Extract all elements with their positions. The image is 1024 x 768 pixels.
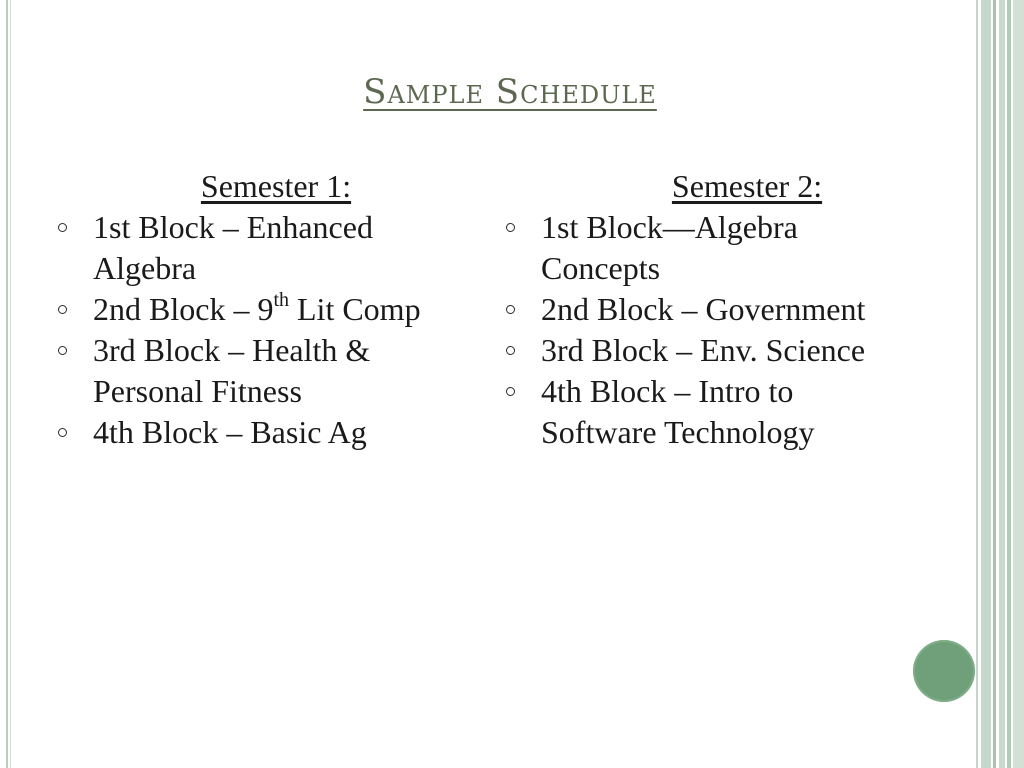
list-item <box>504 330 944 371</box>
right-border-band <box>993 0 996 768</box>
hollow-circle-bullet-icon <box>506 305 515 314</box>
hollow-circle-bullet-icon <box>506 387 515 396</box>
right-border-band <box>1007 0 1011 768</box>
right-border-band <box>981 0 991 768</box>
list-item-text: 2nd Block – Government <box>541 291 866 327</box>
list-item-text-post: Lit Comp <box>289 291 421 327</box>
list-item-text: 3rd Block – Health & Personal Fitness <box>93 332 371 409</box>
list-item <box>56 289 496 330</box>
semester-2-column <box>504 166 944 453</box>
right-border-band <box>999 0 1005 768</box>
hollow-circle-bullet-icon <box>58 346 67 355</box>
hollow-circle-bullet-icon <box>58 223 67 232</box>
list-item-text: 3rd Block – Env. Science <box>541 332 866 368</box>
semester-1-list <box>56 207 496 453</box>
hollow-circle-bullet-icon <box>58 428 67 437</box>
semester-1-heading: Semester 1: <box>200 168 352 204</box>
hollow-circle-bullet-icon <box>506 346 515 355</box>
list-item-text: 1st Block – Enhanced Algebra <box>93 209 373 286</box>
list-item-text: 1st Block—Algebra Concepts <box>541 209 798 286</box>
list-item <box>504 289 944 330</box>
semester-2-heading: Semester 2: <box>671 168 823 204</box>
green-circle-icon <box>913 640 975 702</box>
left-border-line-inner <box>10 0 11 768</box>
list-item-text-pre: 2nd Block – 9 <box>93 291 274 327</box>
list-item <box>56 412 496 453</box>
slide-title: Sample Schedule <box>363 72 657 112</box>
right-border-band <box>976 0 978 768</box>
list-item-text <box>93 291 421 327</box>
right-border-band <box>1013 0 1024 768</box>
list-item-superscript: th <box>273 289 289 312</box>
list-item-text: 4th Block – Basic Ag <box>93 414 367 450</box>
list-item <box>56 207 496 289</box>
list-item-text: 4th Block – Intro to Software Technology <box>541 373 815 450</box>
list-item <box>504 371 944 453</box>
list-item <box>56 330 496 412</box>
hollow-circle-bullet-icon <box>506 223 515 232</box>
left-border-line <box>6 0 8 768</box>
semester-2-list <box>504 207 944 453</box>
list-item <box>504 207 944 289</box>
semester-1-column <box>56 166 496 453</box>
hollow-circle-bullet-icon <box>58 305 67 314</box>
